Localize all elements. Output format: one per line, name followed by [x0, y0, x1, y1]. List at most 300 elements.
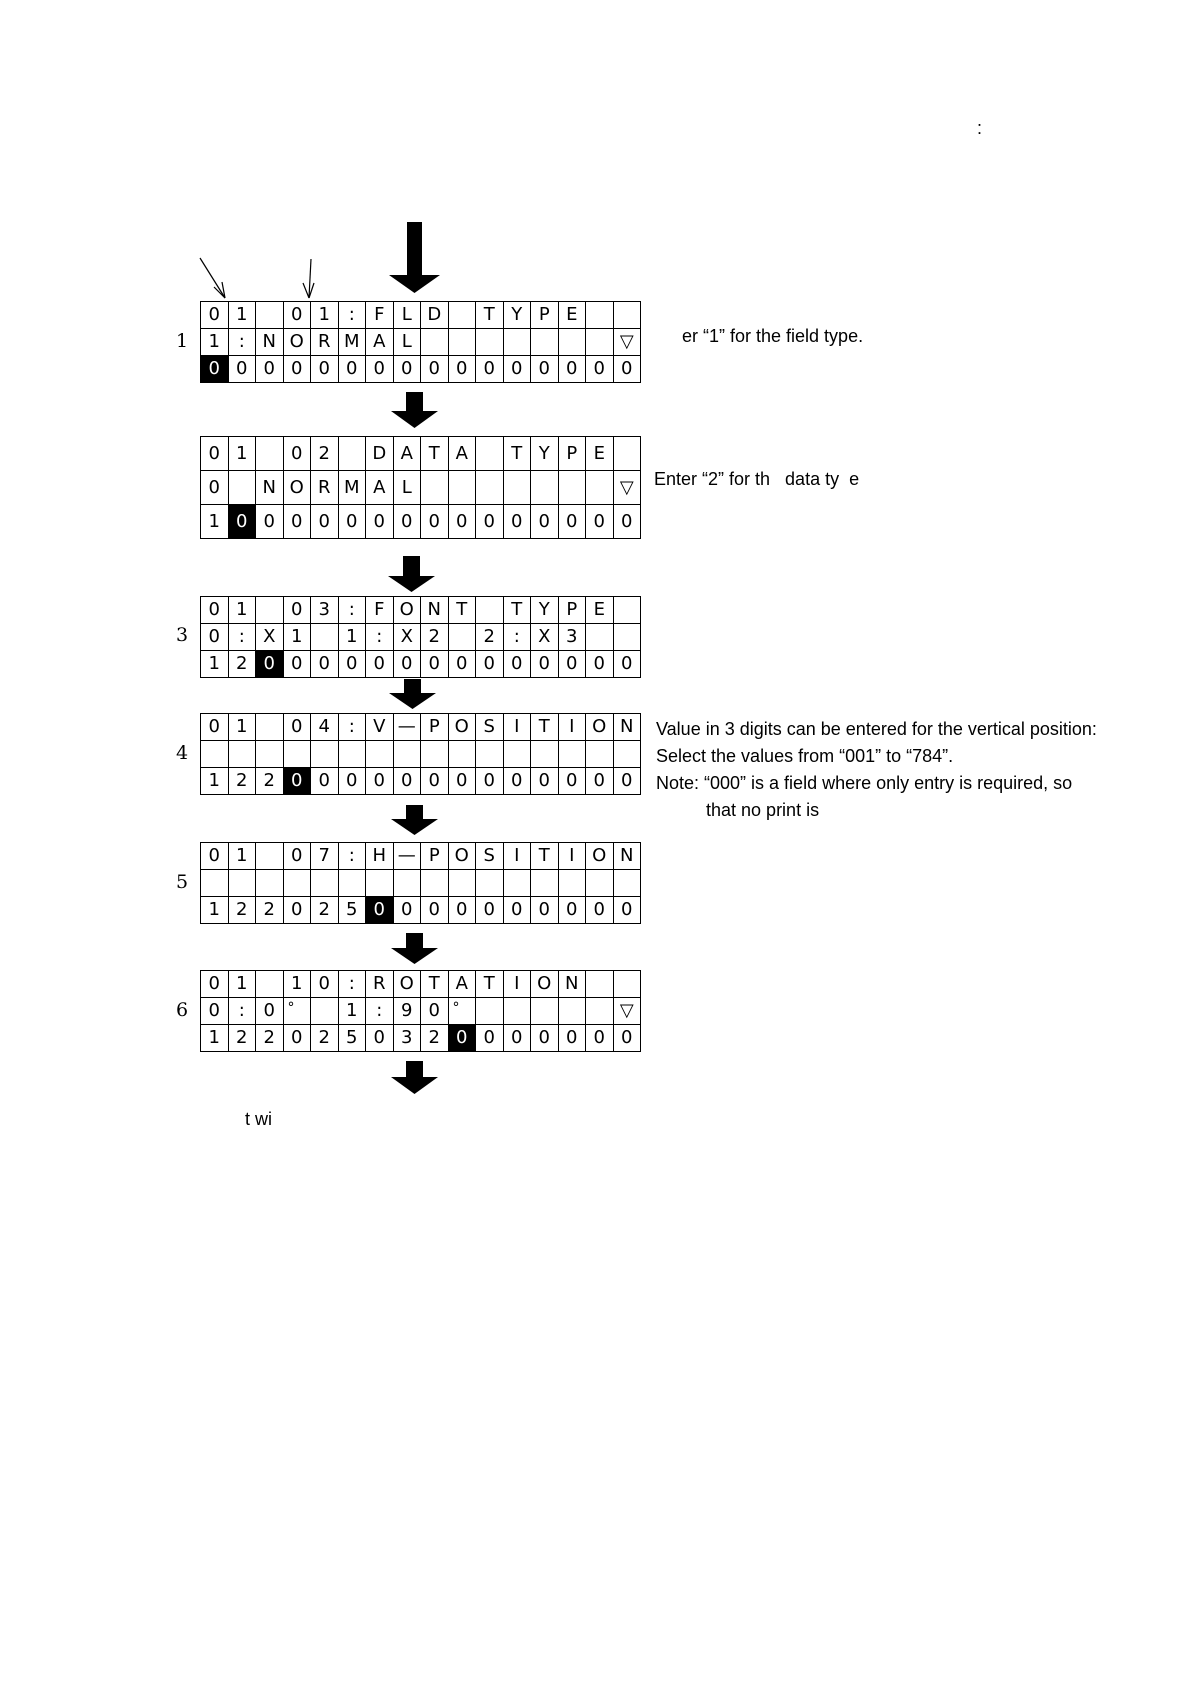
- lcd-cell: F: [366, 597, 394, 624]
- lcd-cell: Y: [531, 597, 559, 624]
- lcd-cell: 1: [201, 651, 229, 678]
- lcd-cell: 0: [339, 505, 367, 539]
- lcd-cell: 0: [504, 768, 532, 795]
- lcd-cell: 0: [586, 505, 614, 539]
- lcd-cell: :: [229, 329, 257, 356]
- lcd-cell: 0: [531, 768, 559, 795]
- lcd-cell: 0: [256, 651, 284, 678]
- lcd-cell: 0: [504, 897, 532, 924]
- lcd-cell: Y: [531, 437, 559, 471]
- lcd-cell: 2: [229, 1025, 257, 1052]
- lcd-cell: L: [394, 302, 422, 329]
- lcd-cell: N: [256, 471, 284, 505]
- lcd-cell: [201, 870, 229, 897]
- lcd-cell: [586, 971, 614, 998]
- lcd-cell: :: [339, 971, 367, 998]
- note-line: that no print is: [656, 800, 820, 820]
- lcd-cell: [366, 741, 394, 768]
- lcd-cell: H: [366, 843, 394, 870]
- lcd-cell: :: [366, 624, 394, 651]
- lcd-cell: 0: [394, 651, 422, 678]
- lcd-cell: 1: [229, 437, 257, 471]
- lcd-cell: 0: [311, 651, 339, 678]
- lcd-cell: 0: [311, 768, 339, 795]
- lcd-cell: 0: [614, 768, 642, 795]
- lcd-cell: [531, 870, 559, 897]
- lcd-cell: 1: [229, 597, 257, 624]
- lcd-cell: O: [449, 714, 477, 741]
- lcd-cell: A: [366, 329, 394, 356]
- lcd-cell: 0: [201, 624, 229, 651]
- lcd-cell: 0: [614, 356, 642, 383]
- lcd-cell: A: [449, 971, 477, 998]
- lcd-cell: [504, 329, 532, 356]
- lcd-cell: [504, 998, 532, 1025]
- lcd-cell: [559, 741, 587, 768]
- lcd-cell: [256, 437, 284, 471]
- lcd-cell: 0: [531, 1025, 559, 1052]
- lcd-screen-4: [200, 713, 641, 795]
- lcd-cell: [531, 741, 559, 768]
- lcd-cell: 2: [311, 437, 339, 471]
- lcd-cell: N: [421, 597, 449, 624]
- lcd-cell: °: [284, 998, 312, 1025]
- lcd-cell: [614, 437, 642, 471]
- lcd-cell: O: [531, 971, 559, 998]
- lcd-cell: 0: [449, 1025, 477, 1052]
- lcd-cell: 0: [284, 651, 312, 678]
- down-arrow-6: [391, 1061, 438, 1094]
- note-field-type: er “1” for the field type.: [682, 326, 864, 346]
- lcd-cell: [421, 329, 449, 356]
- lcd-cell: 0: [394, 897, 422, 924]
- lcd-screen-5: [200, 842, 641, 924]
- lcd-cell: A: [366, 471, 394, 505]
- lcd-screen-1: [200, 301, 641, 383]
- lcd-cell: 0: [394, 356, 422, 383]
- lcd-cell: [229, 870, 257, 897]
- lcd-cell: 0: [421, 651, 449, 678]
- lcd-cell: 4: [311, 714, 339, 741]
- lcd-cell: D: [421, 302, 449, 329]
- lcd-cell: N: [256, 329, 284, 356]
- lcd-cell: 0: [201, 971, 229, 998]
- lcd-cell: [559, 998, 587, 1025]
- lcd-cell: O: [586, 714, 614, 741]
- lcd-cell: M: [339, 329, 367, 356]
- lcd-cell: 0: [559, 897, 587, 924]
- lcd-cell: 0: [311, 505, 339, 539]
- lcd-cell: [339, 741, 367, 768]
- lcd-cell: [311, 624, 339, 651]
- lcd-cell: [394, 870, 422, 897]
- lcd-cell: [476, 597, 504, 624]
- lcd-cell: I: [504, 971, 532, 998]
- lcd-cell: R: [311, 471, 339, 505]
- lcd-cell: L: [394, 329, 422, 356]
- lcd-screen-2: [200, 436, 641, 539]
- lcd-cell: 3: [394, 1025, 422, 1052]
- lcd-cell: T: [531, 714, 559, 741]
- lcd-cell: 0: [586, 897, 614, 924]
- lcd-cell: [559, 329, 587, 356]
- lcd-cell: 1: [201, 329, 229, 356]
- lcd-cell: P: [559, 597, 587, 624]
- lcd-cell: 0: [476, 651, 504, 678]
- lcd-cell: E: [586, 437, 614, 471]
- lcd-cell: 9: [394, 998, 422, 1025]
- header-colon: :: [977, 118, 983, 138]
- lcd-cell: 1: [229, 843, 257, 870]
- lcd-cell: [284, 870, 312, 897]
- lcd-cell: [504, 471, 532, 505]
- lcd-cell: 2: [311, 1025, 339, 1052]
- lcd-cell: [504, 870, 532, 897]
- lcd-cell: 3: [311, 597, 339, 624]
- lcd-cell: 0: [531, 356, 559, 383]
- lcd-cell: 0: [366, 1025, 394, 1052]
- lcd-cell: 2: [229, 651, 257, 678]
- lcd-cell: :: [339, 302, 367, 329]
- step-label-5: 5: [176, 871, 189, 893]
- lcd-cell: 0: [339, 651, 367, 678]
- lcd-cell: X: [531, 624, 559, 651]
- lcd-cell: 0: [366, 505, 394, 539]
- lcd-cell: 0: [256, 356, 284, 383]
- lcd-cell: N: [559, 971, 587, 998]
- lcd-cell: [531, 329, 559, 356]
- lcd-cell: :: [229, 624, 257, 651]
- lcd-cell: [256, 870, 284, 897]
- lcd-cell: T: [476, 971, 504, 998]
- note-vertical-position: [656, 716, 1097, 824]
- lcd-cell: 0: [394, 768, 422, 795]
- lcd-cell: 0: [284, 437, 312, 471]
- lcd-cell: R: [311, 329, 339, 356]
- lcd-cell: [614, 597, 642, 624]
- pointer-arrow-left: [200, 258, 225, 298]
- down-arrow-1: [391, 392, 438, 428]
- lcd-cell: 1: [201, 897, 229, 924]
- lcd-cell: 0: [559, 651, 587, 678]
- lcd-cell: P: [531, 302, 559, 329]
- lcd-cell: 0: [256, 998, 284, 1025]
- lcd-cell: 0: [339, 768, 367, 795]
- lcd-cell: E: [559, 302, 587, 329]
- lcd-cell: 0: [366, 651, 394, 678]
- lcd-cell: [449, 741, 477, 768]
- lcd-cell: [476, 437, 504, 471]
- lcd-cell: 1: [201, 505, 229, 539]
- lcd-cell: [614, 302, 642, 329]
- lcd-cell: [476, 870, 504, 897]
- lcd-cell: 0: [201, 714, 229, 741]
- step-label-4: 4: [176, 742, 189, 764]
- lcd-cell: :: [339, 843, 367, 870]
- lcd-cell: [256, 597, 284, 624]
- lcd-cell: [256, 843, 284, 870]
- lcd-cell: O: [586, 843, 614, 870]
- lcd-cell: 2: [256, 1025, 284, 1052]
- lcd-cell: 5: [339, 897, 367, 924]
- lcd-cell: 0: [284, 897, 312, 924]
- lcd-cell: 0: [586, 1025, 614, 1052]
- lcd-cell: M: [339, 471, 367, 505]
- lcd-cell: 0: [614, 651, 642, 678]
- lcd-cell: 0: [476, 356, 504, 383]
- lcd-cell: 1: [229, 971, 257, 998]
- lcd-cell: [366, 870, 394, 897]
- note-line: Note: “000” is a field where only entry is required, so: [656, 773, 1073, 793]
- lcd-cell: 0: [476, 768, 504, 795]
- lcd-cell: I: [504, 714, 532, 741]
- lcd-cell: [256, 741, 284, 768]
- lcd-cell: O: [449, 843, 477, 870]
- lcd-cell: 0: [531, 897, 559, 924]
- lcd-cell: T: [504, 437, 532, 471]
- lcd-cell: [449, 329, 477, 356]
- lcd-cell: 0: [559, 356, 587, 383]
- lcd-cell: 0: [449, 897, 477, 924]
- note-data-type: Enter “2” for th data ty e: [654, 469, 860, 489]
- lcd-cell: 0: [421, 505, 449, 539]
- lcd-cell: 0: [504, 356, 532, 383]
- lcd-cell: S: [476, 843, 504, 870]
- lcd-cell: T: [421, 437, 449, 471]
- lcd-cell: 0: [284, 768, 312, 795]
- lcd-cell: [339, 870, 367, 897]
- lcd-cell: 0: [614, 505, 642, 539]
- lcd-cell: 0: [586, 356, 614, 383]
- lcd-cell: 1: [201, 768, 229, 795]
- lcd-cell: L: [394, 471, 422, 505]
- lcd-cell: [476, 471, 504, 505]
- lcd-cell: [531, 471, 559, 505]
- lcd-cell: 2: [256, 897, 284, 924]
- lcd-cell: 1: [339, 624, 367, 651]
- lcd-cell: 0: [504, 1025, 532, 1052]
- lcd-cell: 0: [586, 651, 614, 678]
- lcd-cell: 0: [284, 302, 312, 329]
- lcd-cell: [256, 714, 284, 741]
- lcd-cell: 0: [586, 768, 614, 795]
- lcd-cell: 2: [421, 624, 449, 651]
- lcd-cell: 0: [284, 843, 312, 870]
- lcd-cell: 0: [201, 597, 229, 624]
- lcd-cell: 3: [559, 624, 587, 651]
- lcd-cell: [449, 870, 477, 897]
- lcd-cell: 0: [531, 505, 559, 539]
- lcd-cell: I: [504, 843, 532, 870]
- lcd-cell: :: [504, 624, 532, 651]
- lcd-cell: [311, 741, 339, 768]
- lcd-cell: ▽: [614, 329, 642, 356]
- lcd-cell: 0: [559, 505, 587, 539]
- lcd-cell: [504, 741, 532, 768]
- lcd-cell: 0: [366, 897, 394, 924]
- lcd-cell: 0: [201, 471, 229, 505]
- lcd-cell: 0: [284, 597, 312, 624]
- lcd-cell: [586, 302, 614, 329]
- lcd-cell: 0: [201, 302, 229, 329]
- lcd-cell: :: [366, 998, 394, 1025]
- lcd-cell: T: [449, 597, 477, 624]
- lcd-cell: 1: [284, 624, 312, 651]
- lcd-cell: S: [476, 714, 504, 741]
- lcd-cell: 0: [366, 356, 394, 383]
- lcd-cell: O: [284, 329, 312, 356]
- lcd-cell: R: [366, 971, 394, 998]
- lcd-cell: 0: [449, 356, 477, 383]
- lcd-cell: [586, 870, 614, 897]
- lcd-cell: [614, 741, 642, 768]
- pointer-arrow-right: [303, 259, 314, 298]
- lcd-cell: 0: [284, 356, 312, 383]
- lcd-cell: 0: [311, 971, 339, 998]
- lcd-cell: [614, 971, 642, 998]
- lcd-cell: [586, 329, 614, 356]
- lcd-cell: 7: [311, 843, 339, 870]
- lcd-cell: [559, 870, 587, 897]
- lcd-cell: 0: [421, 897, 449, 924]
- lcd-cell: [421, 870, 449, 897]
- lcd-cell: 0: [421, 356, 449, 383]
- lcd-cell: 1: [229, 714, 257, 741]
- lcd-cell: 0: [229, 505, 257, 539]
- lcd-cell: [229, 471, 257, 505]
- lcd-cell: 0: [366, 768, 394, 795]
- lcd-cell: —: [394, 714, 422, 741]
- down-arrow-2: [388, 556, 435, 592]
- lcd-cell: 0: [559, 768, 587, 795]
- lcd-cell: 0: [559, 1025, 587, 1052]
- lcd-cell: P: [559, 437, 587, 471]
- down-arrow-3: [389, 679, 436, 709]
- footer-fragment: t wi: [245, 1109, 272, 1129]
- lcd-cell: :: [339, 714, 367, 741]
- lcd-cell: 0: [201, 437, 229, 471]
- lcd-cell: 1: [229, 302, 257, 329]
- lcd-cell: [339, 437, 367, 471]
- lcd-cell: F: [366, 302, 394, 329]
- lcd-cell: 0: [504, 651, 532, 678]
- lcd-cell: D: [366, 437, 394, 471]
- lcd-cell: [586, 741, 614, 768]
- lcd-cell: 0: [339, 356, 367, 383]
- lcd-cell: [421, 741, 449, 768]
- lcd-cell: [476, 998, 504, 1025]
- down-arrow-4: [391, 805, 438, 835]
- lcd-cell: 1: [284, 971, 312, 998]
- lcd-screen-3: [200, 596, 641, 678]
- lcd-cell: [614, 870, 642, 897]
- lcd-cell: V: [366, 714, 394, 741]
- lcd-cell: :: [339, 597, 367, 624]
- lcd-cell: Y: [504, 302, 532, 329]
- lcd-cell: 0: [449, 505, 477, 539]
- lcd-cell: 0: [421, 998, 449, 1025]
- lcd-cell: P: [421, 843, 449, 870]
- step-label-6: 6: [176, 999, 189, 1021]
- lcd-cell: [229, 741, 257, 768]
- lcd-cell: ▽: [614, 998, 642, 1025]
- lcd-cell: O: [394, 971, 422, 998]
- note-line: Value in 3 digits can be entered for the vertical position:: [656, 719, 1097, 739]
- lcd-cell: 1: [311, 302, 339, 329]
- lcd-cell: [256, 971, 284, 998]
- lcd-cell: A: [394, 437, 422, 471]
- lcd-cell: X: [394, 624, 422, 651]
- lcd-cell: 0: [504, 505, 532, 539]
- lcd-cell: [586, 471, 614, 505]
- lcd-cell: 0: [476, 897, 504, 924]
- lcd-cell: 2: [421, 1025, 449, 1052]
- lcd-cell: I: [559, 843, 587, 870]
- lcd-cell: 2: [229, 897, 257, 924]
- lcd-cell: 2: [229, 768, 257, 795]
- note-line: Select the values from “001” to “784”.: [656, 746, 954, 766]
- lcd-cell: 2: [256, 768, 284, 795]
- lcd-cell: E: [586, 597, 614, 624]
- lcd-cell: T: [476, 302, 504, 329]
- lcd-cell: 0: [614, 897, 642, 924]
- lcd-cell: T: [531, 843, 559, 870]
- lcd-cell: T: [421, 971, 449, 998]
- lcd-cell: —: [394, 843, 422, 870]
- lcd-cell: 0: [476, 1025, 504, 1052]
- lcd-cell: X: [256, 624, 284, 651]
- down-arrow-5: [391, 933, 438, 964]
- lcd-cell: [421, 471, 449, 505]
- lcd-cell: 0: [284, 505, 312, 539]
- lcd-cell: [311, 998, 339, 1025]
- lcd-cell: 0: [201, 998, 229, 1025]
- lcd-cell: [586, 998, 614, 1025]
- lcd-cell: 0: [531, 651, 559, 678]
- lcd-cell: [531, 998, 559, 1025]
- lcd-cell: 1: [201, 1025, 229, 1052]
- lcd-cell: [614, 624, 642, 651]
- lcd-cell: 2: [476, 624, 504, 651]
- lcd-cell: O: [284, 471, 312, 505]
- lcd-cell: 0: [284, 1025, 312, 1052]
- lcd-cell: 1: [339, 998, 367, 1025]
- lcd-cell: [311, 870, 339, 897]
- step-label-1: 1: [176, 330, 189, 352]
- lcd-cell: °: [449, 998, 477, 1025]
- lcd-cell: 0: [284, 714, 312, 741]
- lcd-cell: [559, 471, 587, 505]
- lcd-cell: [394, 741, 422, 768]
- lcd-cell: 5: [339, 1025, 367, 1052]
- lcd-cell: N: [614, 843, 642, 870]
- lcd-screen-6: [200, 970, 641, 1052]
- lcd-cell: [256, 302, 284, 329]
- lcd-cell: P: [421, 714, 449, 741]
- lcd-cell: [201, 741, 229, 768]
- step-label-3: 3: [176, 624, 189, 646]
- lcd-cell: [449, 302, 477, 329]
- lcd-cell: :: [229, 998, 257, 1025]
- lcd-cell: 0: [421, 768, 449, 795]
- lcd-cell: 0: [476, 505, 504, 539]
- lcd-cell: ▽: [614, 471, 642, 505]
- lcd-cell: 0: [394, 505, 422, 539]
- lcd-cell: [449, 624, 477, 651]
- lcd-cell: N: [614, 714, 642, 741]
- lcd-cell: [449, 471, 477, 505]
- lcd-cell: T: [504, 597, 532, 624]
